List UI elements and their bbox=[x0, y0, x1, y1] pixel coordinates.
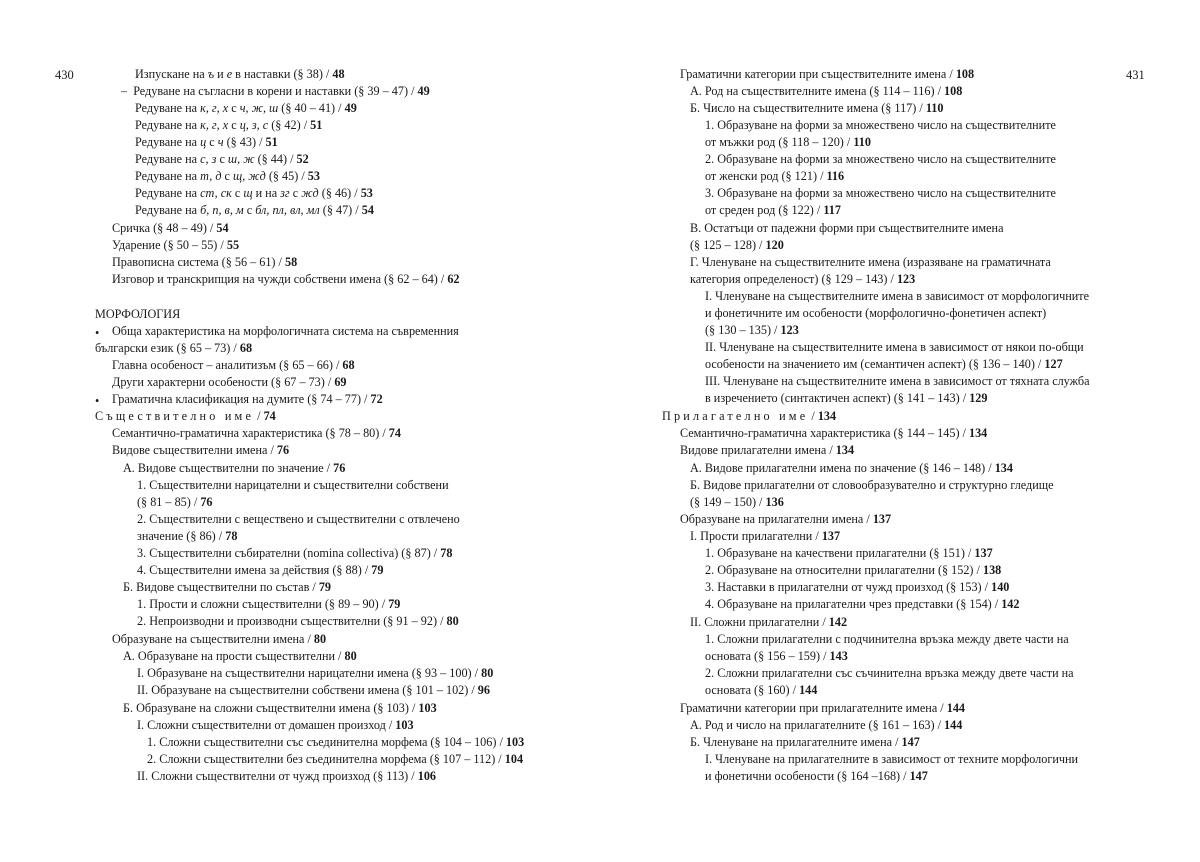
right-toc-entry: и фонетичните им особености (морфологично-фонетичен аспект) bbox=[705, 306, 1047, 320]
right-toc-entry: основата (§ 156 – 159) / 143 bbox=[705, 649, 848, 663]
right-toc-entry: и фонетични особености (§ 164 –168) / 147 bbox=[705, 769, 928, 783]
right-toc-entry: Образуване на прилагателни имена / 137 bbox=[680, 512, 892, 526]
right-toc-entry: 2. Образуване на форми за множествено число на съществителните bbox=[705, 152, 1056, 166]
bullet-icon: • bbox=[95, 326, 100, 340]
right-toc-entry: от среден род (§ 122) / 117 bbox=[705, 203, 841, 217]
left-toc-entry: 2. Непроизводни и производни съществителни (§ 91 – 92) / 80 bbox=[137, 614, 459, 628]
left-toc-entry: 2. Съществителни с веществено и съществителни с отвлечено bbox=[137, 512, 460, 526]
left-toc-entry: Изговор и транскрипция на чужди собствени имена (§ 62 – 64) / 62 bbox=[112, 272, 460, 286]
right-toc-entry: Б. Число на съществителните имена (§ 117) / 110 bbox=[690, 101, 944, 115]
left-toc-entry: I. Образуване на съществителни нарицателни имена (§ 93 – 100) / 80 bbox=[137, 666, 494, 680]
left-toc-entry: Редуване на б, п, в, м с бл, пл, вл, мл (§ 47) / 54 bbox=[135, 203, 374, 217]
left-toc-entry: I. Сложни съществителни от домашен произход / 103 bbox=[137, 718, 414, 732]
left-toc-entry: Съществително име / 74 bbox=[95, 409, 276, 423]
right-toc-entry: II. Сложни прилагателни / 142 bbox=[690, 615, 848, 629]
left-toc-entry: Обща характеристика на морфологичната система на съвременния bbox=[112, 324, 459, 338]
right-toc-entry: категория определеност) (§ 129 – 143) / 123 bbox=[690, 272, 916, 286]
right-toc-entry: 4. Образуване на прилагателни чрез представки (§ 154) / 142 bbox=[705, 597, 1020, 611]
left-toc-entry: 2. Сложни съществителни без съединителна морфема (§ 107 – 112) / 104 bbox=[147, 752, 524, 766]
right-toc-entry: основата (§ 160) / 144 bbox=[705, 683, 818, 697]
left-toc-entry: Граматична класификация на думите (§ 74 – 77) / 72 bbox=[112, 392, 383, 406]
left-toc-entry: 1. Съществителни нарицателни и съществителни собствени bbox=[137, 478, 449, 492]
right-toc-entry: Видове прилагателни имена / 134 bbox=[680, 443, 855, 457]
right-toc-entry: А. Род и число на прилагателните (§ 161 – 163) / 144 bbox=[690, 718, 963, 732]
right-toc-entry: от мъжки род (§ 118 – 120) / 110 bbox=[705, 135, 871, 149]
left-toc-entry: 3. Съществителни събирателни (nomina collectiva) (§ 87) / 78 bbox=[137, 546, 453, 560]
left-toc-entry: 1. Прости и сложни съществителни (§ 89 – 90) / 79 bbox=[137, 597, 401, 611]
left-toc-entry: Б. Видове съществителни по състав / 79 bbox=[123, 580, 331, 594]
left-toc-entry: Главна особеност – аналитизъм (§ 65 – 66) / 68 bbox=[112, 358, 355, 372]
left-toc-entry: Сричка (§ 48 – 49) / 54 bbox=[112, 221, 229, 235]
left-toc-entry: 4. Съществителни имена за действия (§ 88) / 79 bbox=[137, 563, 384, 577]
left-toc-entry: Б. Образуване на сложни съществителни имена (§ 103) / 103 bbox=[123, 701, 437, 715]
right-toc-entry: I. Членуване на съществителните имена в зависимост от морфологичните bbox=[705, 289, 1089, 303]
left-toc-entry: Редуване на с, з с ш, ж (§ 44) / 52 bbox=[135, 152, 309, 166]
right-toc-entry: А. Видове прилагателни имена по значение (§ 146 – 148) / 134 bbox=[690, 461, 1013, 475]
left-toc-entry: Образуване на съществителни имена / 80 bbox=[112, 632, 327, 646]
left-toc-entry: II. Образуване на съществителни собствени имена (§ 101 – 102) / 96 bbox=[137, 683, 490, 697]
left-toc-entry: А. Видове съществителни по значение / 76 bbox=[123, 461, 346, 475]
right-toc-entry: Семантично-граматична характеристика (§ 144 – 145) / 134 bbox=[680, 426, 988, 440]
right-toc-entry: 3. Наставки в прилагателни от чужд произход (§ 153) / 140 bbox=[705, 580, 1010, 594]
left-toc-entry: Изпускане на ъ и е в наставки (§ 38) / 48 bbox=[135, 67, 345, 81]
right-toc-entry: 2. Образуване на относителни прилагателни (§ 152) / 138 bbox=[705, 563, 1002, 577]
left-toc-entry: Правописна система (§ 56 – 61) / 58 bbox=[112, 255, 298, 269]
right-toc-entry: особености на значението им (семантичен аспект) (§ 136 – 140) / 127 bbox=[705, 357, 1063, 371]
right-toc-entry: 1. Сложни прилагателни с подчинителна връзка между двете части на bbox=[705, 632, 1069, 646]
right-toc-entry: Б. Членуване на прилагателните имена / 147 bbox=[690, 735, 920, 749]
left-toc-entry: значение (§ 86) / 78 bbox=[137, 529, 238, 543]
right-toc-entry: от женски род (§ 121) / 116 bbox=[705, 169, 845, 183]
left-toc-entry: 1. Сложни съществителни със съединителна морфема (§ 104 – 106) / 103 bbox=[147, 735, 525, 749]
right-toc-entry: (§ 130 – 135) / 123 bbox=[705, 323, 799, 337]
right-toc-entry: А. Род на съществителните имена (§ 114 – 116) / 108 bbox=[690, 84, 963, 98]
left-toc-entry: български език (§ 65 – 73) / 68 bbox=[95, 341, 253, 355]
right-toc-entry: Б. Видове прилагателни от словообразувателно и структурно гледище bbox=[690, 478, 1054, 492]
right-toc-entry: III. Членуване на съществителните имена в зависимост от тяхната служба bbox=[705, 374, 1090, 388]
right-toc-entry: Граматични категории при прилагателните имена / 144 bbox=[680, 701, 965, 715]
right-toc-entry: 1. Образуване на форми за множествено число на съществителните bbox=[705, 118, 1056, 132]
left-toc-entry: А. Образуване на прости съществителни / 80 bbox=[123, 649, 357, 663]
left-toc-entry: Редуване на к, г, х с ч, ж, ш (§ 40 – 41) / 49 bbox=[135, 101, 357, 115]
right-toc-entry: В. Остатъци от падежни форми при съществителните имена bbox=[690, 221, 1004, 235]
left-toc-entry: Видове съществителни имена / 76 bbox=[112, 443, 290, 457]
right-toc-entry: Прилагателно име / 134 bbox=[662, 409, 837, 423]
right-toc-entry: 1. Образуване на качествени прилагателни (§ 151) / 137 bbox=[705, 546, 993, 560]
page-number-right: 431 bbox=[1126, 68, 1145, 82]
left-toc-entry: Други характерни особености (§ 67 – 73) / 69 bbox=[112, 375, 347, 389]
right-toc-entry: 3. Образуване на форми за множествено число на съществителните bbox=[705, 186, 1056, 200]
right-toc-entry: (§ 125 – 128) / 120 bbox=[690, 238, 784, 252]
right-toc-entry: Г. Членуване на съществителните имена (изразяване на граматичната bbox=[690, 255, 1051, 269]
left-toc-entry: – Редуване на съгласни в корени и наставки (§ 39 – 47) / 49 bbox=[121, 84, 430, 98]
right-toc-entry: I. Прости прилагателни / 137 bbox=[690, 529, 841, 543]
right-toc-entry: 2. Сложни прилагателни със съчинителна връзка между двете части на bbox=[705, 666, 1074, 680]
left-toc-entry: II. Сложни съществителни от чужд произход (§ 113) / 106 bbox=[137, 769, 437, 783]
left-toc-entry: Ударение (§ 50 – 55) / 55 bbox=[112, 238, 240, 252]
left-toc-entry: Редуване на ст, ск с щ и на зг с жд (§ 46) / 53 bbox=[135, 186, 373, 200]
page-number-left: 430 bbox=[55, 68, 74, 82]
left-toc-entry: МОРФОЛОГИЯ bbox=[95, 307, 181, 321]
right-toc-entry: II. Членуване на съществителните имена в зависимост от някои по-общи bbox=[705, 340, 1084, 354]
right-toc-entry: Граматични категории при съществителните имена / 108 bbox=[680, 67, 975, 81]
left-toc-entry: Семантично-граматична характеристика (§ 78 – 80) / 74 bbox=[112, 426, 401, 440]
right-toc-entry: I. Членуване на прилагателните в зависимост от техните морфологични bbox=[705, 752, 1079, 766]
left-toc-entry: Редуване на к, г, х с ц, з, с (§ 42) / 51 bbox=[135, 118, 323, 132]
right-toc-entry: в изречението (синтактичен аспект) (§ 141 – 143) / 129 bbox=[705, 391, 988, 405]
left-toc-entry: (§ 81 – 85) / 76 bbox=[137, 495, 213, 509]
bullet-icon: • bbox=[95, 394, 100, 408]
left-toc-entry: Редуване на ц с ч (§ 43) / 51 bbox=[135, 135, 278, 149]
left-toc-entry: Редуване на т, д с щ, жд (§ 45) / 53 bbox=[135, 169, 320, 183]
right-toc-entry: (§ 149 – 150) / 136 bbox=[690, 495, 784, 509]
